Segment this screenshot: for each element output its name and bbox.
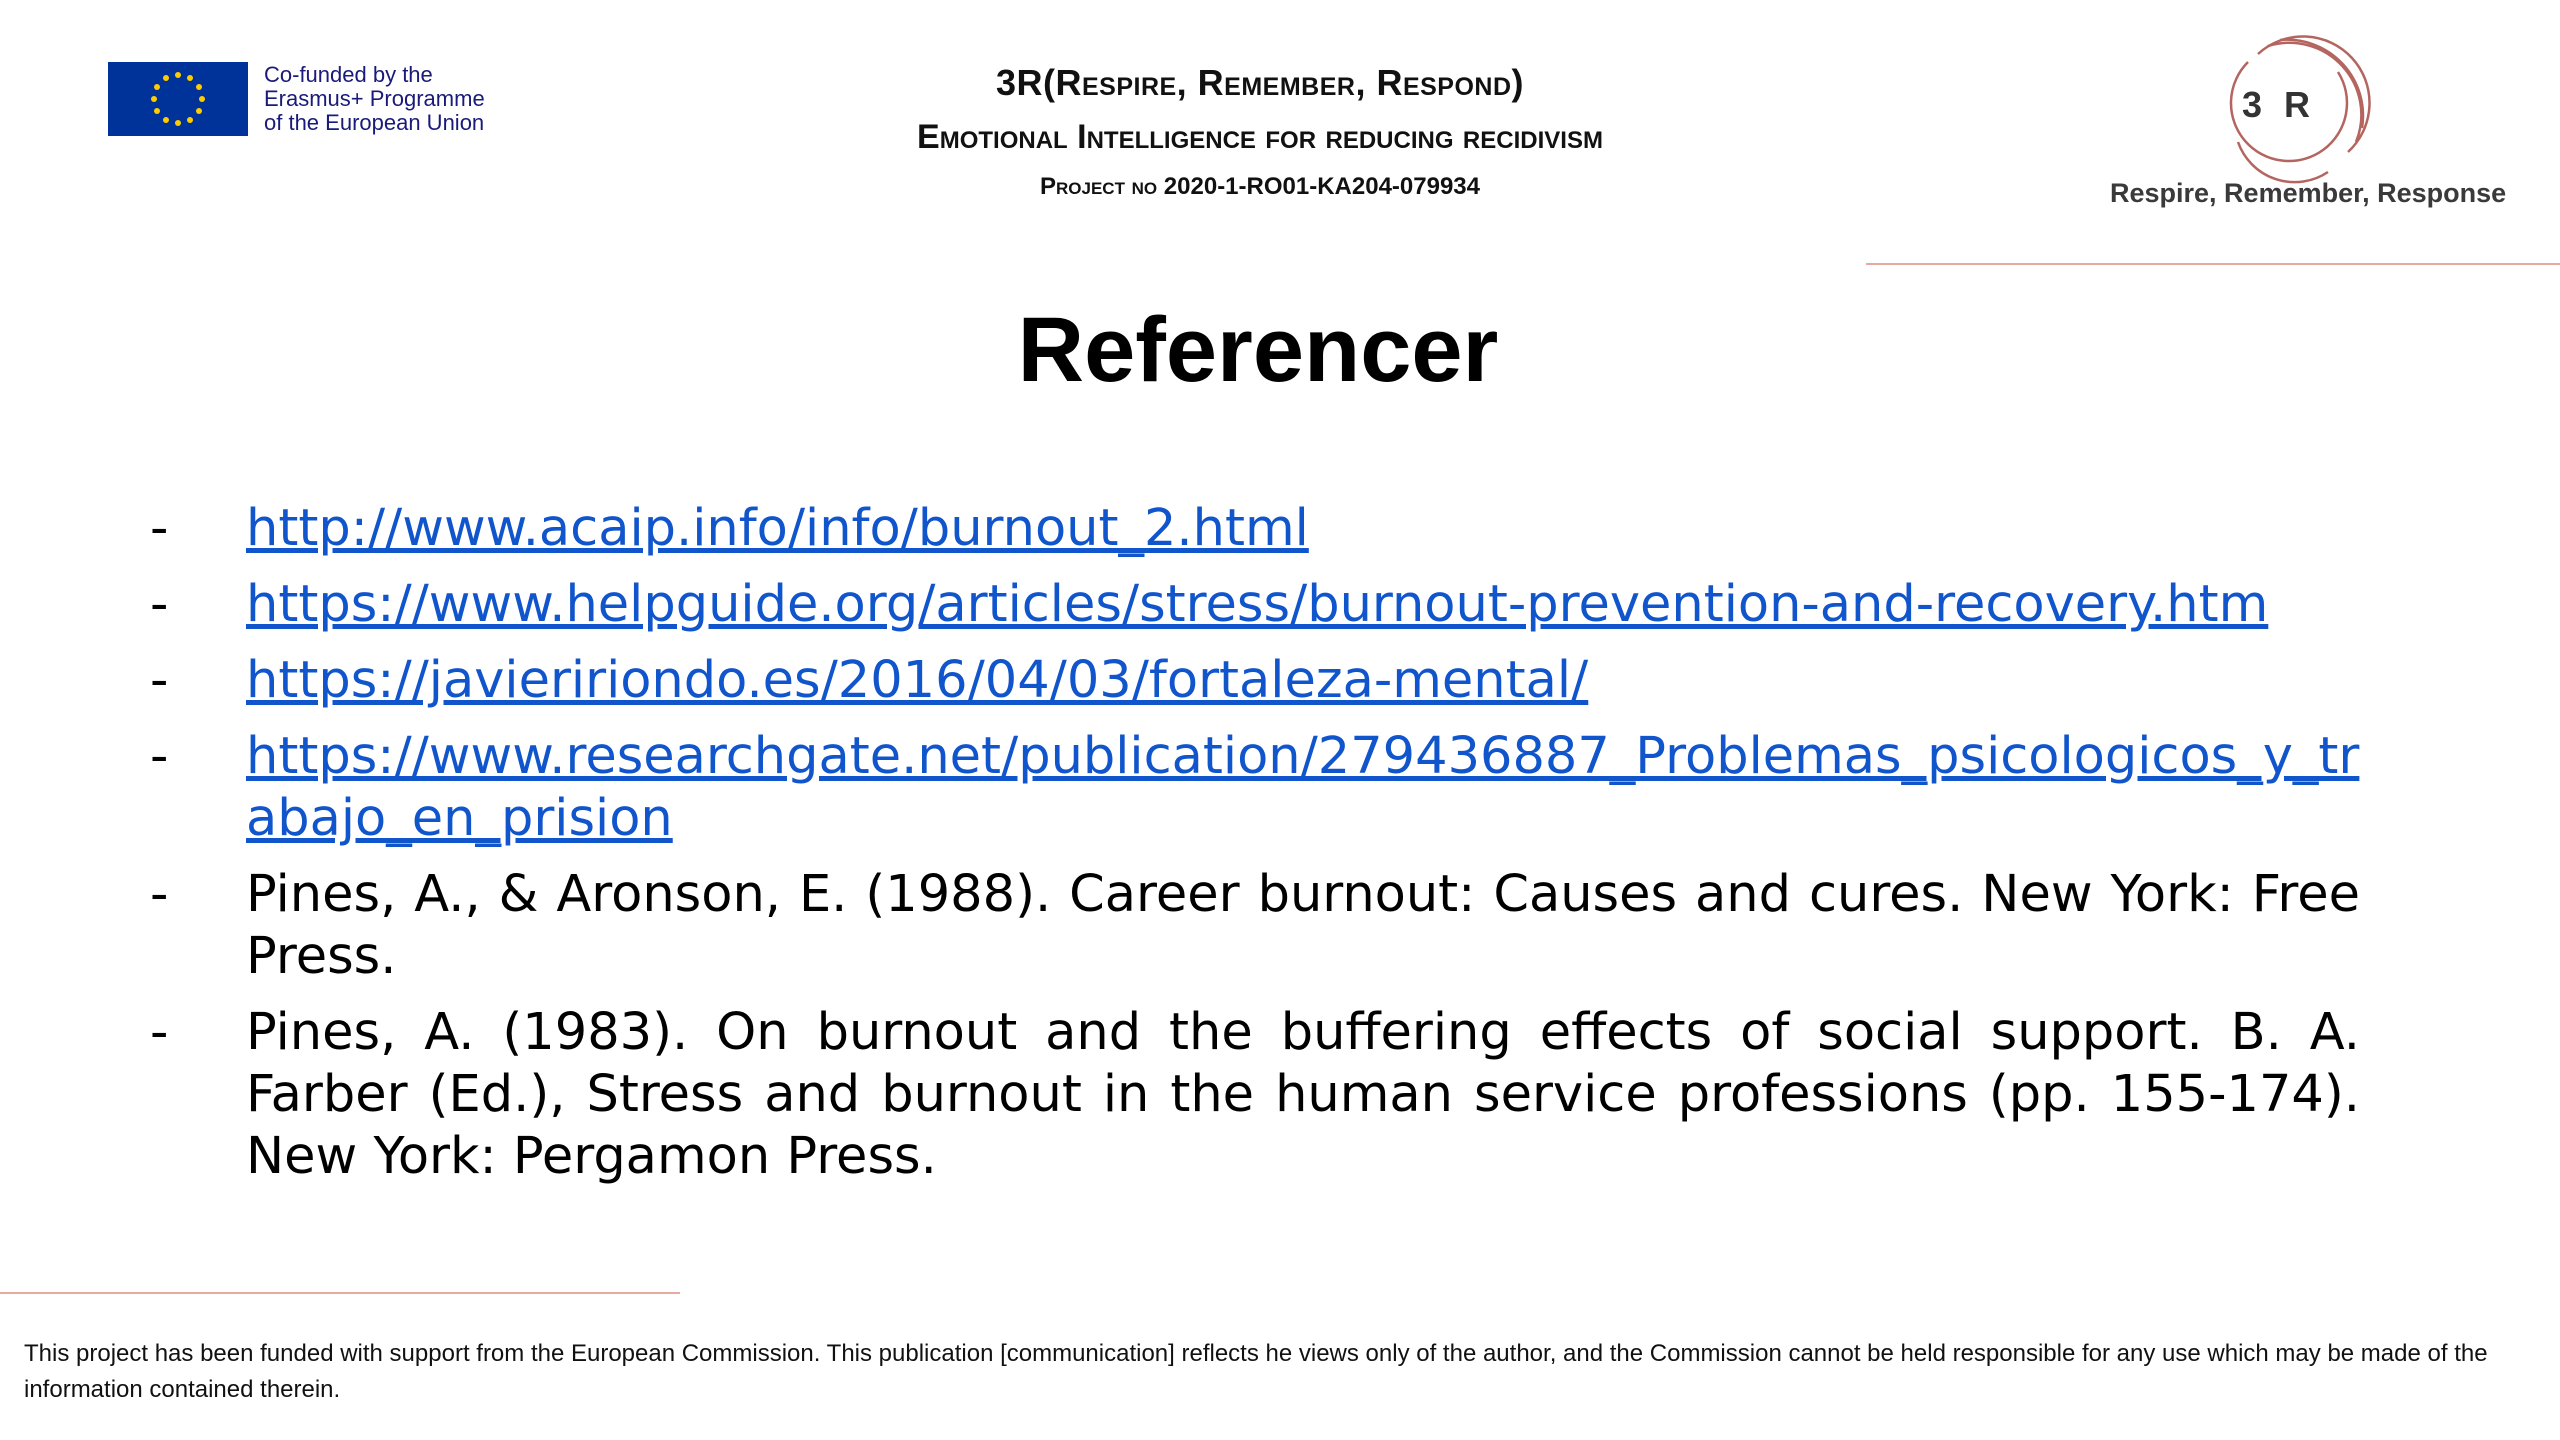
reference-citation: Pines, A., & Aronson, E. (1988). Career burnout: Causes and cures. New York: Free Press. — [246, 865, 2360, 986]
reference-item — [150, 726, 2360, 850]
reference-citation: Pines, A. (1983). On burnout and the buffering effects of social support. B. A. Farber (Ed.), Stress and burnout in the human service professions (pp. 155-174). New York: Pergamon Press. — [246, 1003, 2360, 1186]
bullet-dash: - — [150, 651, 169, 710]
page-title: Referencer — [1017, 299, 1499, 401]
reference-link[interactable]: https://www.researchgate.net/publication/279436887_Problemas_psicologicos_y_trabajo_en_prision — [246, 727, 2360, 848]
references-list — [150, 498, 2360, 1202]
eu-erasmus-logo — [108, 62, 485, 136]
eu-text-line: of the European Union — [264, 110, 485, 135]
project-subtitle: Emotional Intelligence for reducing recidivism — [917, 118, 1603, 156]
bullet-dash: - — [150, 865, 169, 924]
header-divider — [1866, 263, 2560, 265]
reference-link[interactable]: http://www.acaip.info/info/burnout_2.html — [246, 499, 1309, 558]
reference-link[interactable]: https://javieririondo.es/2016/04/03/fortaleza-mental/ — [246, 651, 1589, 710]
eu-flag-icon — [108, 62, 248, 136]
eu-funding-text — [264, 63, 485, 135]
reference-item — [150, 650, 2360, 712]
3r-mark-text: 3 R — [2242, 84, 2317, 125]
funding-disclaimer: This project has been funded with support from the European Commission. This publication [communication] reflects he views only of the author, and the Commission cannot be held responsible for any use which may be made of the information contained therein. — [24, 1340, 2488, 1403]
reference-item — [150, 864, 2360, 988]
3r-tagline: Respire, Remember, Response — [2110, 178, 2507, 208]
project-number: Project no 2020-1-RO01-KA204-079934 — [1040, 173, 1480, 200]
reference-item — [150, 574, 2360, 636]
footer-divider — [0, 1292, 680, 1294]
eu-text-line: Erasmus+ Programme — [264, 86, 485, 111]
eu-text-line: Co-funded by the — [264, 62, 433, 87]
bullet-dash: - — [150, 499, 169, 558]
bullet-dash: - — [150, 1003, 169, 1062]
bullet-dash: - — [150, 727, 169, 786]
reference-link[interactable]: https://www.helpguide.org/articles/stress/burnout-prevention-and-recovery.htm — [246, 575, 2269, 634]
project-header — [760, 62, 1760, 201]
bullet-dash: - — [150, 575, 169, 634]
reference-item — [150, 1002, 2360, 1188]
reference-item — [150, 498, 2360, 560]
3r-project-logo — [2070, 32, 2530, 232]
project-name: 3R(Respire, Remember, Respond) — [995, 62, 1525, 103]
